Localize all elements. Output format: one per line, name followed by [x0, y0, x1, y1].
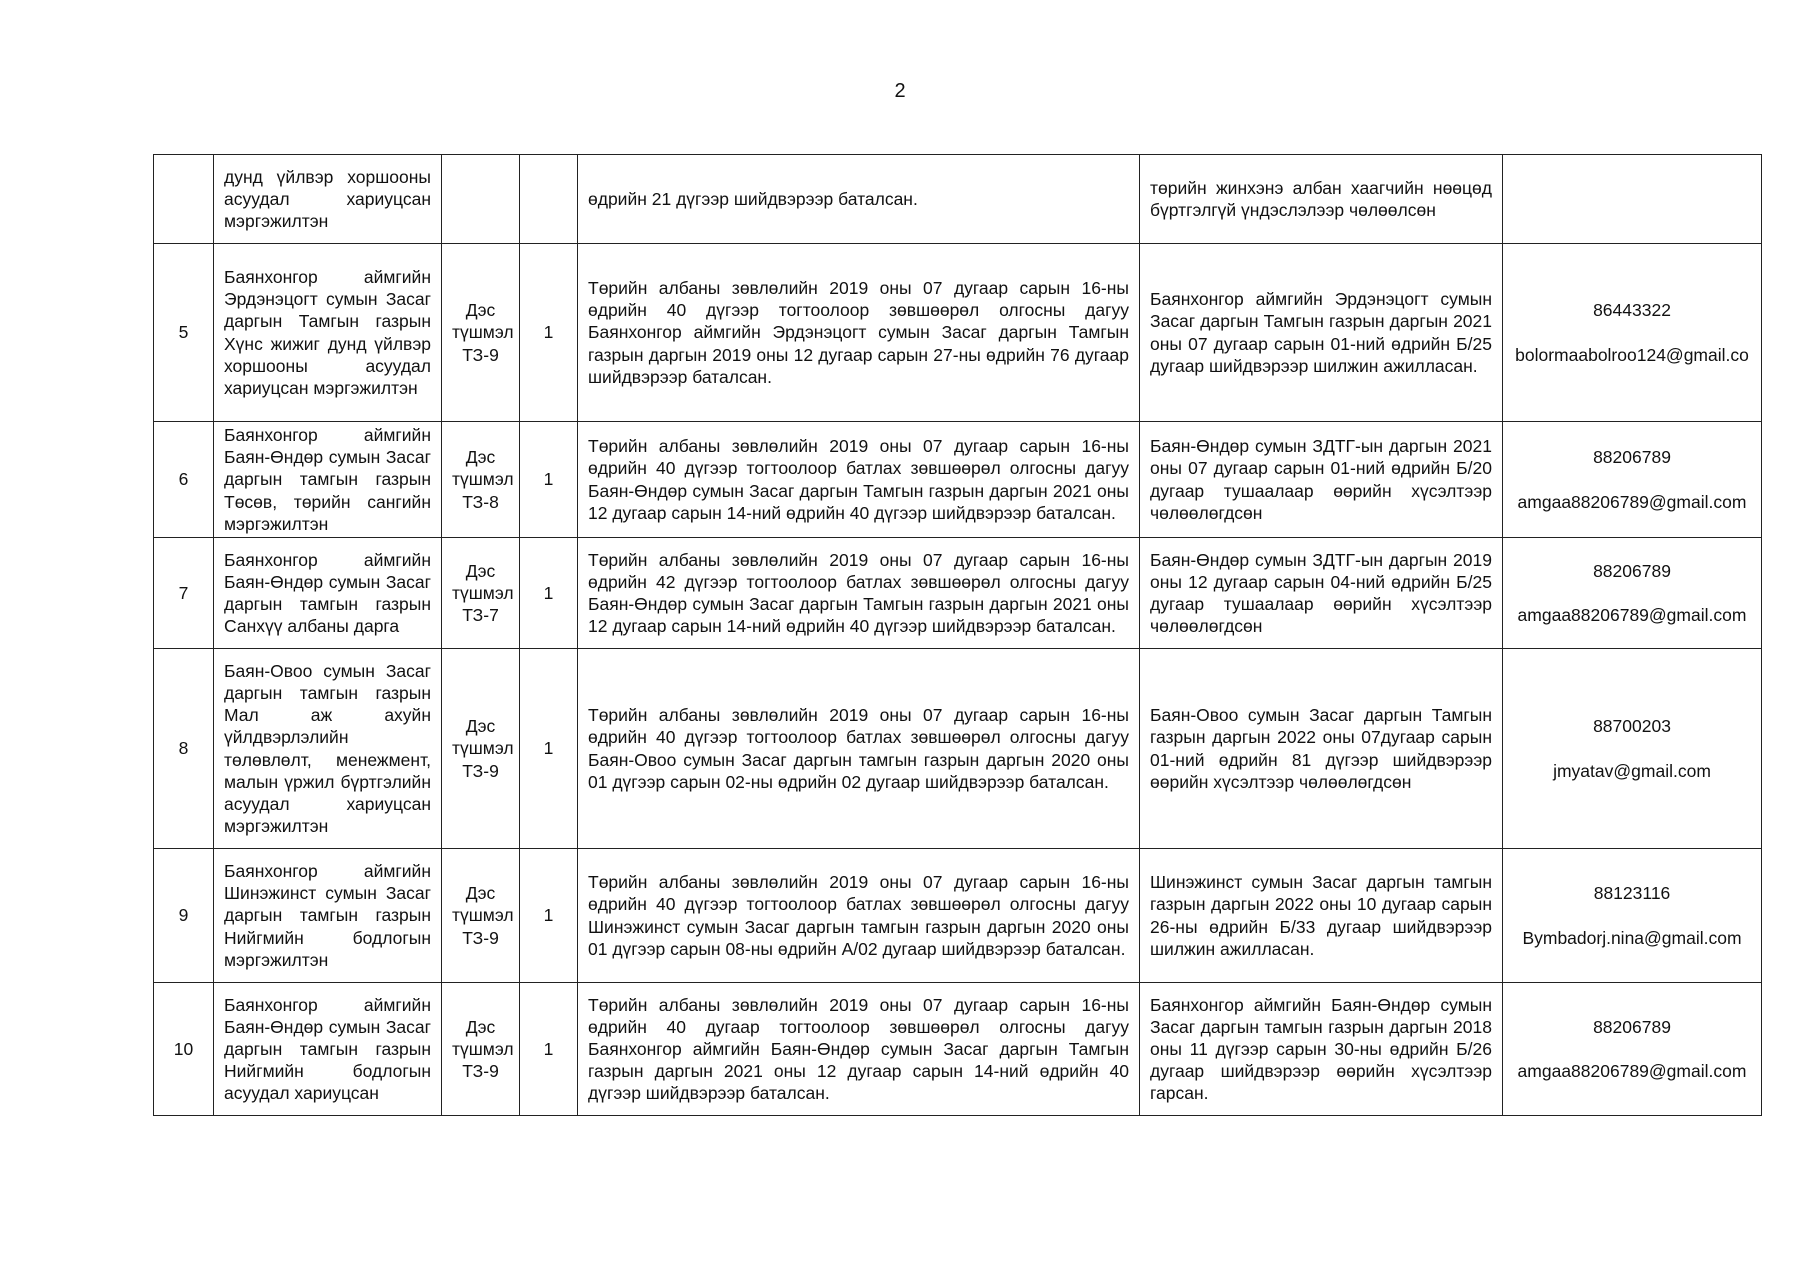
position-count: 1	[520, 983, 578, 1116]
position-count: 1	[520, 649, 578, 849]
position-grade: Дэс түшмэл ТЗ-7	[442, 538, 520, 649]
position-title: Баянхонгор аймгийн Эрдэнэцогт сумын Засаг даргын Тамгын газрын Хүнс жижиг дунд үйлвэр хоршооны асуудал хариуцсан мэргэжилтэн	[214, 244, 442, 422]
contact-email: amgaa88206789@gmail.com	[1517, 491, 1747, 512]
contact-email: bolormaabolroo124@gmail.co	[1515, 344, 1749, 365]
row-number: 9	[154, 849, 214, 983]
contact-phone: 88206789	[1593, 447, 1671, 468]
table-row	[154, 155, 1762, 244]
contact-phone: 88206789	[1593, 1016, 1671, 1037]
row-number	[154, 155, 214, 244]
table-row	[154, 983, 1762, 1116]
position-grade: Дэс түшмэл ТЗ-9	[442, 849, 520, 983]
vacancy-table	[153, 154, 1762, 1116]
table-row	[154, 538, 1762, 649]
approval-decision: Төрийн албаны зөвлөлийн 2019 оны 07 дугаар сарын 16-ны өдрийн 40 дүгээр тогтоолоор батлах зөвшөөрөл олгосны дагуу Шинэжинст сумын Засаг даргын тамгын газрын даргын 2020 оны 01 дүгээр сарын 08-ны өдрийн А/02 дугаар шийдвэрээр баталсан.	[578, 849, 1140, 983]
contact-cell	[1503, 538, 1762, 649]
position-title: Баянхонгор аймгийн Баян-Өндөр сумын Засаг даргын тамгын газрын Төсөв, төрийн сангийн мэргэжилтэн	[214, 422, 442, 538]
contact-phone: 88700203	[1593, 716, 1671, 737]
release-reason: Баянхонгор аймгийн Баян-Өндөр сумын Засаг даргын тамгын газрын даргын 2018 оны 11 дүгээр сарын 30-ны өдрийн Б/26 дугаар шийдвэрээр өөрийн хүсэлтээр гарсан.	[1140, 983, 1503, 1116]
row-number: 8	[154, 649, 214, 849]
release-reason: Баян-Өндөр сумын ЗДТГ-ын даргын 2019 оны 12 дугаар сарын 04-ний өдрийн Б/25 дугаар тушаалаар өөрийн хүсэлтээр чөлөөлөгдсөн	[1140, 538, 1503, 649]
position-grade: Дэс түшмэл ТЗ-9	[442, 983, 520, 1116]
row-number: 7	[154, 538, 214, 649]
table-row	[154, 244, 1762, 422]
position-title: дунд үйлвэр хоршооны асуудал хариуцсан мэргэжилтэн	[214, 155, 442, 244]
release-reason: төрийн жинхэнэ албан хаагчийн нөөцөд бүртгэлгүй үндэслэлээр чөлөөлсөн	[1140, 155, 1503, 244]
contact-email: Bymbadorj.nina@gmail.com	[1522, 927, 1742, 948]
position-count: 1	[520, 244, 578, 422]
position-count: 1	[520, 849, 578, 983]
release-reason: Шинэжинст сумын Засаг даргын тамгын газрын даргын 2022 оны 10 дугаар сарын 26-ны өдрийн Б/33 дугаар шийдвэрээр шилжин ажилласан.	[1140, 849, 1503, 983]
position-title: Баянхонгор аймгийн Баян-Өндөр сумын Засаг даргын тамгын газрын Санхүү албаны дарга	[214, 538, 442, 649]
approval-decision: өдрийн 21 дүгээр шийдвэрээр баталсан.	[578, 155, 1140, 244]
release-reason: Баянхонгор аймгийн Эрдэнэцогт сумын Засаг даргын Тамгын газрын даргын 2021 оны 07 дугаар сарын 01-ний өдрийн Б/25 дугаар шийдвэрээр шилжин ажилласан.	[1140, 244, 1503, 422]
position-grade: Дэс түшмэл ТЗ-9	[442, 244, 520, 422]
row-number: 10	[154, 983, 214, 1116]
position-count: 1	[520, 422, 578, 538]
position-count: 1	[520, 538, 578, 649]
contact-email: amgaa88206789@gmail.com	[1517, 1061, 1747, 1082]
row-number: 6	[154, 422, 214, 538]
contact-phone: 88206789	[1593, 560, 1671, 581]
position-grade: Дэс түшмэл ТЗ-8	[442, 422, 520, 538]
table-row	[154, 422, 1762, 538]
approval-decision: Төрийн албаны зөвлөлийн 2019 оны 07 дугаар сарын 16-ны өдрийн 40 дүгээр тогтоолоор зөвшөөрөл олгосны дагуу Баянхонгор аймгийн Эрдэнэцогт сумын Засаг даргын Тамгын газрын даргын 2019 оны 12 дугаар сарын 27-ны өдрийн 76 дугаар шийдвэрээр баталсан.	[578, 244, 1140, 422]
contact-email: jmyatav@gmail.com	[1553, 760, 1711, 781]
page-number: 2	[894, 80, 906, 102]
contact-email: amgaa88206789@gmail.com	[1517, 605, 1747, 626]
row-number: 5	[154, 244, 214, 422]
position-grade	[442, 155, 520, 244]
position-title: Баян-Овоо сумын Засаг даргын тамгын газрын Мал аж ахуйн үйлдвэрлэлийн төлөвлөлт, менежмент, малын үржил бүртгэлийн асуудал хариуцсан мэргэжилтэн	[214, 649, 442, 849]
table-row	[154, 649, 1762, 849]
contact-cell	[1503, 649, 1762, 849]
release-reason: Баян-Өндөр сумын ЗДТГ-ын даргын 2021 оны 07 дугаар сарын 01-ний өдрийн Б/20 дугаар тушаалаар өөрийн хүсэлтээр чөлөөлөгдсөн	[1140, 422, 1503, 538]
position-title: Баянхонгор аймгийн Шинэжинст сумын Засаг даргын тамгын газрын Нийгмийн бодлогын мэргэжилтэн	[214, 849, 442, 983]
contact-cell	[1503, 244, 1762, 422]
contact-phone: 86443322	[1593, 300, 1671, 321]
approval-decision: Төрийн албаны зөвлөлийн 2019 оны 07 дугаар сарын 16-ны өдрийн 42 дүгээр тогтоолоор батлах зөвшөөрөл олгосны дагуу Баян-Өндөр сумын Засаг даргын Тамгын газрын даргын 2021 оны 12 дугаар сарын 14-ний өдрийн 40 дүгээр шийдвэрээр баталсан.	[578, 538, 1140, 649]
contact-phone: 88123116	[1593, 883, 1671, 904]
contact-cell	[1503, 422, 1762, 538]
approval-decision: Төрийн албаны зөвлөлийн 2019 оны 07 дугаар сарын 16-ны өдрийн 40 дугаар тогтоолоор зөвшөөрөл олгосны дагуу Баянхонгор аймгийн Баян-Өндөр сумын Засаг даргын Тамгын газрын даргын 2021 оны 12 дугаар сарын 14-ний өдрийн 40 дүгээр шийдвэрээр баталсан.	[578, 983, 1140, 1116]
contact-cell	[1503, 155, 1762, 244]
release-reason: Баян-Овоо сумын Засаг даргын Тамгын газрын даргын 2022 оны 07дугаар сарын 01-ний өдрийн 81 дүгээр шийдвэрээр өөрийн хүсэлтээр чөлөөлөгдсөн	[1140, 649, 1503, 849]
contact-cell	[1503, 983, 1762, 1116]
approval-decision: Төрийн албаны зөвлөлийн 2019 оны 07 дугаар сарын 16-ны өдрийн 40 дүгээр тогтоолоор батлах зөвшөөрөл олгосны дагуу Баян-Өндөр сумын Засаг даргын Тамгын газрын даргын 2021 оны 12 дугаар сарын 14-ний өдрийн 40 дүгээр шийдвэрээр баталсан.	[578, 422, 1140, 538]
position-count	[520, 155, 578, 244]
table-row	[154, 849, 1762, 983]
position-grade: Дэс түшмэл ТЗ-9	[442, 649, 520, 849]
approval-decision: Төрийн албаны зөвлөлийн 2019 оны 07 дугаар сарын 16-ны өдрийн 40 дүгээр тогтоолоор батлах зөвшөөрөл олгосны дагуу Баян-Овоо сумын Засаг даргын тамгын газрын даргын 2020 оны 01 дүгээр сарын 02-ны өдрийн 02 дугаар шийдвэрээр баталсан.	[578, 649, 1140, 849]
contact-cell	[1503, 849, 1762, 983]
position-title: Баянхонгор аймгийн Баян-Өндөр сумын Засаг даргын тамгын газрын Нийгмийн бодлогын асуудал хариуцсан	[214, 983, 442, 1116]
